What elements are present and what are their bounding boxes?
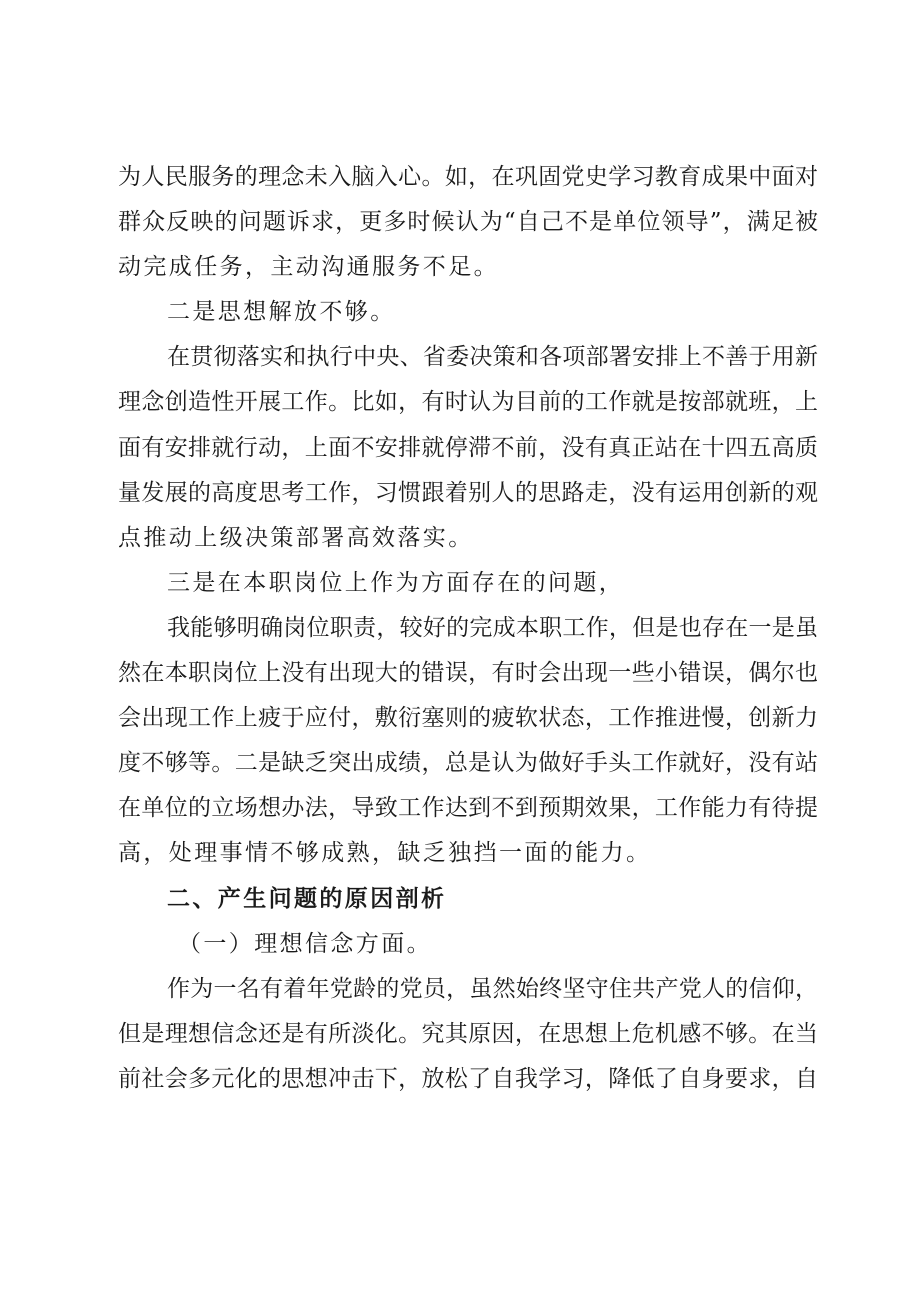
paragraph-line: 理念创造性开展工作。比如，有时认为目前的工作就是按部就班，上 (118, 389, 818, 416)
section-subtitle: 三是在本职岗位上作为方面存在的问题， (167, 569, 625, 596)
document-body (118, 155, 818, 1102)
paragraph-line: 但是理想信念还是有所淡化。究其原因，在思想上危机感不够。在当 (118, 1020, 818, 1047)
paragraph-line: 群众反映的问题诉求，更多时候认为“自己不是单位领导”，满足被 (118, 209, 818, 236)
paragraph-line: 在单位的立场想办法，导致工作达到不到预期效果，工作能力有待提 (118, 795, 818, 822)
subsection-heading: （一）理想信念方面。 (178, 930, 432, 957)
paragraph-line: 为人民服务的理念未入脑入心。如，在巩固党史学习教育成果中面对 (118, 164, 818, 190)
section-subtitle: 二是思想解放不够。 (167, 299, 396, 326)
paragraph-line: 前社会多元化的思想冲击下，放松了自我学习，降低了自身要求，自 (118, 1065, 818, 1092)
paragraph-line: 作为一名有着年党龄的党员，虽然始终坚守住共产党人的信仰， (167, 975, 818, 1002)
paragraph-line: 高，处理事情不够成熟，缺乏独挡一面的能力。 (118, 840, 652, 867)
paragraph-line: 面有安排就行动，上面不安排就停滞不前，没有真正站在十四五高质 (118, 434, 818, 461)
paragraph-line: 在贯彻落实和执行中央、省委决策和各项部署安排上不善于用新 (167, 344, 818, 371)
paragraph-line: 点推动上级决策部署高效落实。 (118, 524, 474, 551)
paragraph-line: 我能够明确岗位职责，较好的完成本职工作，但是也存在一是虽 (167, 614, 818, 641)
paragraph-line: 度不够等。二是缺乏突出成绩，总是认为做好手头工作就好，没有站 (118, 750, 818, 777)
paragraph-line: 动完成任务，主动沟通服务不足。 (118, 254, 499, 281)
paragraph-line: 量发展的高度思考工作，习惯跟着别人的思路走，没有运用创新的观 (118, 479, 818, 506)
section-heading: 二、产生问题的原因剖析 (167, 885, 447, 912)
paragraph-line: 会出现工作上疲于应付，敷衍塞则的疲软状态，工作推进慢，创新力 (118, 705, 818, 732)
paragraph-line: 然在本职岗位上没有出现大的错误，有时会出现一些小错误，偶尔也 (118, 660, 818, 687)
